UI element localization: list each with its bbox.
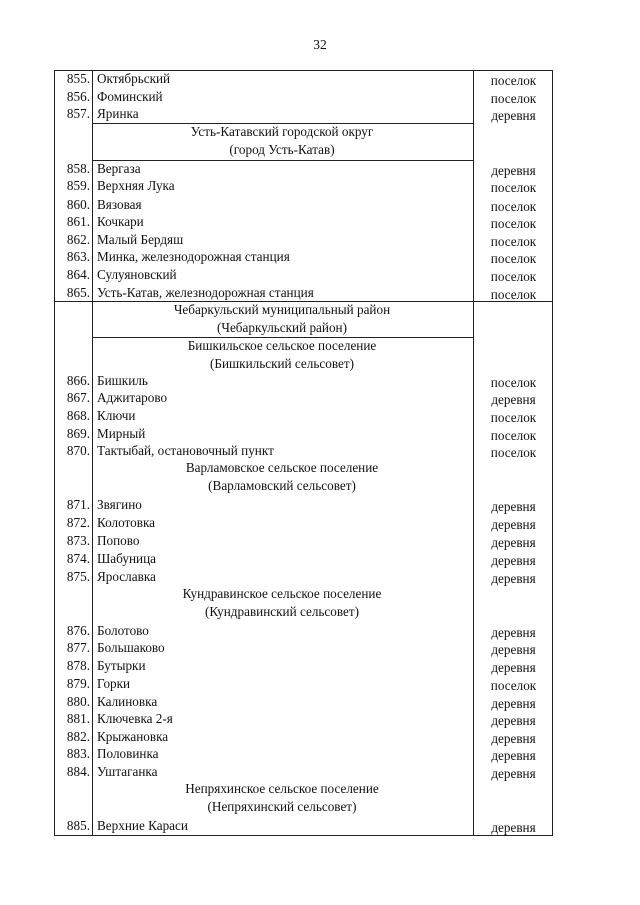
settlement-name: Усть-Катав, железнодорожная станция	[97, 285, 314, 300]
row-number: 873.	[66, 533, 90, 548]
row-number: 884.	[66, 764, 90, 779]
row-number: 870.	[66, 443, 90, 458]
settlement-name: Малый Бердяш	[97, 232, 184, 247]
settlement-type: поселок	[490, 251, 537, 266]
settlement-type: деревня	[491, 748, 536, 763]
settlement-name: Вергаза	[97, 161, 141, 176]
row-number: 880.	[66, 694, 90, 709]
settlement-name: Сулуяновский	[97, 267, 177, 282]
settlement-name: Аджитарово	[97, 390, 168, 405]
settlement-name: Попово	[97, 533, 140, 548]
settlement-type: поселок	[490, 234, 537, 249]
settlement-type: поселок	[490, 410, 537, 425]
row-number: 874.	[66, 551, 90, 566]
settlement-type: деревня	[491, 820, 536, 835]
settlement-type: деревня	[491, 553, 536, 568]
settlement-name: Ярославка	[97, 569, 156, 584]
settlement-type: деревня	[491, 163, 536, 178]
settlement-type: поселок	[490, 287, 537, 302]
settlement-name: Верхняя Лука	[97, 178, 175, 193]
settlement-name: Ключевка 2-я	[97, 711, 173, 726]
section-header: (Кундравинский сельсовет)	[204, 604, 360, 619]
row-number: 859.	[66, 178, 90, 193]
settlement-type: поселок	[490, 199, 537, 214]
row-number: 855.	[66, 71, 90, 86]
row-number: 864.	[66, 267, 90, 282]
settlement-name: Колотовка	[97, 515, 156, 530]
settlement-name: Уштаганка	[97, 764, 158, 779]
section-header: Варламовское сельское поселение	[185, 460, 379, 475]
row-number: 882.	[66, 729, 90, 744]
settlement-type: поселок	[490, 269, 537, 284]
settlement-name: Тактыбай, остановочный пункт	[97, 443, 274, 458]
row-number: 881.	[66, 711, 90, 726]
row-number: 866.	[66, 373, 90, 388]
settlement-name: Бутырки	[97, 658, 146, 673]
section-header: Чебаркульский муниципальный район	[173, 302, 391, 317]
row-number: 861.	[66, 214, 90, 229]
settlement-type: деревня	[491, 696, 536, 711]
section-header: Кундравинское сельское поселение	[182, 586, 382, 601]
row-number: 857.	[66, 106, 90, 121]
settlement-name: Фоминский	[97, 89, 163, 104]
header-rule	[92, 160, 473, 161]
settlement-type: поселок	[490, 180, 537, 195]
row-number: 860.	[66, 197, 90, 212]
settlement-type: деревня	[491, 713, 536, 728]
row-number: 883.	[66, 746, 90, 761]
settlement-type: деревня	[491, 660, 536, 675]
settlement-name: Болотово	[97, 623, 149, 638]
section-header: (Варламовский сельсовет)	[208, 478, 356, 493]
settlement-type: поселок	[490, 445, 537, 460]
column-divider-num	[92, 70, 93, 836]
section-header: Бишкильское сельское поселение	[187, 338, 377, 353]
section-header: (город Усть-Катав)	[229, 142, 335, 157]
row-number: 872.	[66, 515, 90, 530]
settlement-name: Горки	[97, 676, 131, 691]
settlement-type: поселок	[490, 375, 537, 390]
settlement-type: деревня	[491, 517, 536, 532]
settlement-name: Мирный	[97, 426, 146, 441]
row-number: 865.	[66, 285, 90, 300]
settlement-name: Верхние Караси	[97, 818, 188, 833]
settlement-name: Звягино	[97, 497, 142, 512]
settlement-type: деревня	[491, 535, 536, 550]
settlement-type: поселок	[490, 678, 537, 693]
settlement-name: Кочкари	[97, 214, 144, 229]
settlement-type: поселок	[490, 428, 537, 443]
section-header: (Чебаркульский район)	[216, 320, 348, 335]
row-number: 868.	[66, 408, 90, 423]
page-number: 32	[313, 37, 327, 52]
settlement-type: деревня	[491, 571, 536, 586]
row-number: 875.	[66, 569, 90, 584]
row-number: 867.	[66, 390, 90, 405]
settlement-name: Большаково	[97, 640, 165, 655]
row-number: 879.	[66, 676, 90, 691]
settlement-type: поселок	[490, 216, 537, 231]
settlement-type: деревня	[491, 392, 536, 407]
settlement-name: Яринка	[97, 106, 139, 121]
settlement-type: деревня	[491, 642, 536, 657]
settlement-name: Октябрьский	[97, 71, 171, 86]
settlement-name: Ключи	[97, 408, 136, 423]
section-header: Непряхинское сельское поселение	[185, 781, 379, 796]
settlement-name: Крыжановка	[97, 729, 169, 744]
row-number: 856.	[66, 89, 90, 104]
row-number: 871.	[66, 497, 90, 512]
settlement-type: поселок	[490, 91, 537, 106]
settlement-type: поселок	[490, 73, 537, 88]
settlement-name: Вязовая	[97, 197, 142, 212]
settlement-name: Минка, железнодорожная станция	[97, 249, 290, 264]
settlement-name: Калиновка	[97, 694, 158, 709]
settlement-type: деревня	[491, 625, 536, 640]
row-number: 863.	[66, 249, 90, 264]
row-number: 877.	[66, 640, 90, 655]
row-number: 876.	[66, 623, 90, 638]
settlement-name: Шабуница	[97, 551, 156, 566]
row-number: 885.	[66, 818, 90, 833]
row-number: 862.	[66, 232, 90, 247]
row-number: 878.	[66, 658, 90, 673]
settlement-type: деревня	[491, 108, 536, 123]
section-header: Усть-Катавский городской округ	[190, 124, 374, 139]
settlement-name: Бишкиль	[97, 373, 148, 388]
settlement-type: деревня	[491, 731, 536, 746]
section-header: (Непряхинский сельсовет)	[207, 799, 357, 814]
row-number: 858.	[66, 161, 90, 176]
row-number: 869.	[66, 426, 90, 441]
settlement-type: деревня	[491, 499, 536, 514]
section-header: (Бишкильский сельсовет)	[210, 356, 354, 371]
settlement-type: деревня	[491, 766, 536, 781]
settlement-name: Половинка	[97, 746, 159, 761]
